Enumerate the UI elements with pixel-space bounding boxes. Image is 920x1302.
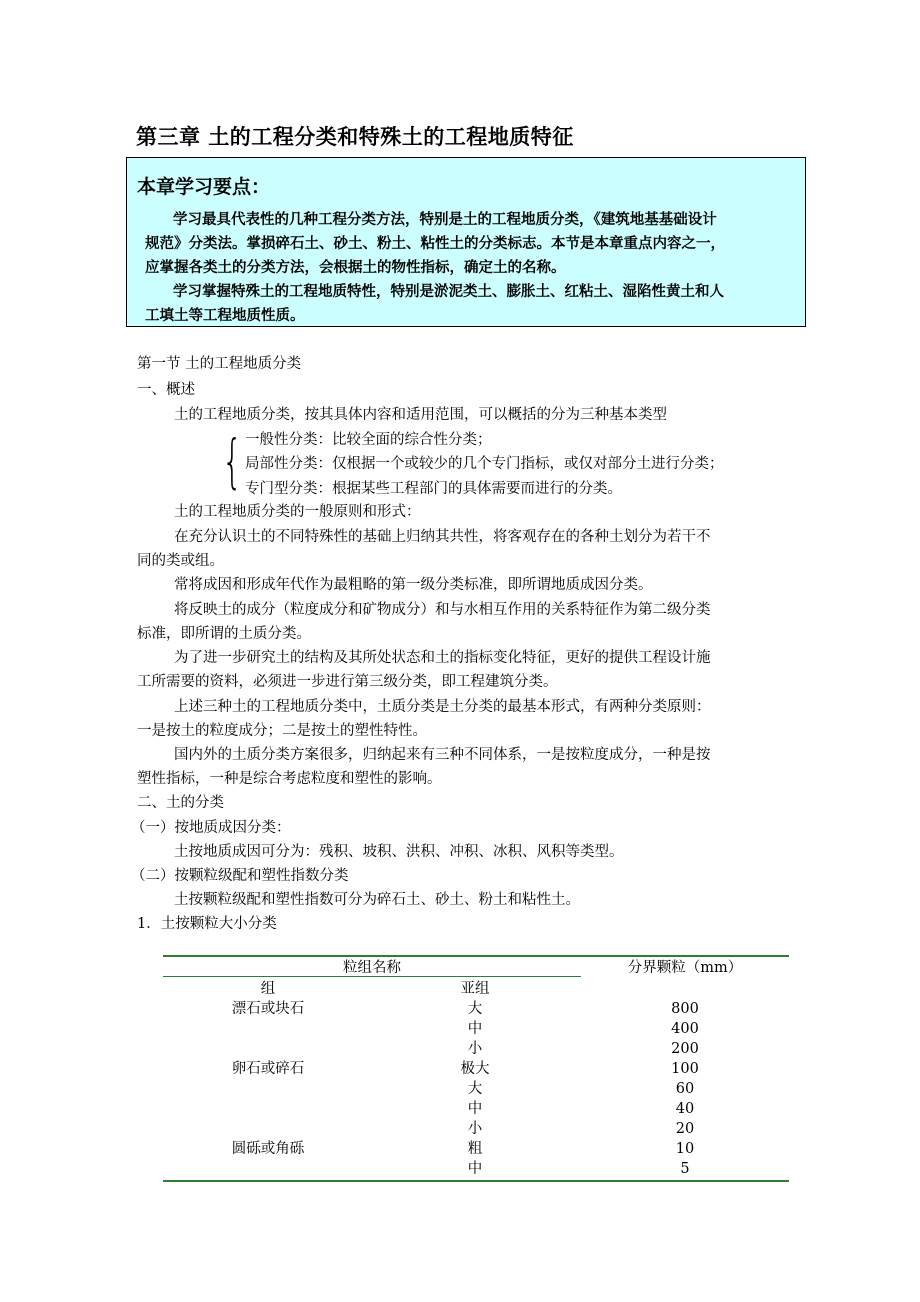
table-cell-sub: 极大 bbox=[460, 1061, 490, 1077]
key-point-line: 学习最具代表性的几种工程分类方法，特别是土的工程地质分类，《建筑地基基础设计 bbox=[173, 212, 717, 228]
key-point-line: 学习掌握特殊土的工程地质特性，特别是淤泥类土、膨胀土、红粘土、湿陷性黄土和人 bbox=[173, 284, 724, 300]
table-cell-size: 200 bbox=[671, 1041, 699, 1057]
key-points-heading: 本章学习要点： bbox=[137, 176, 271, 198]
table-cell-sub: 中 bbox=[467, 1161, 483, 1177]
key-point-line: 工填土等工程地质性质。 bbox=[145, 308, 305, 324]
type-item: 局部性分类：仅根据一个或较少的几个专门指标，或仅对部分土进行分类； bbox=[245, 456, 724, 472]
paragraph: 上述三种土的工程地质分类中，土质分类是土分类的最基本形式，有两种分类原则： bbox=[174, 699, 711, 715]
table-cell-sub: 小 bbox=[467, 1121, 483, 1137]
table-cell-group: 卵石或碎石 bbox=[231, 1061, 305, 1077]
brace-icon: { bbox=[222, 427, 243, 495]
paragraph: 常将成因和形成年代作为最粗略的第一级分类标准，即所谓地质成因分类。 bbox=[174, 577, 653, 593]
sub-heading: （一）按地质成因分类： bbox=[131, 820, 291, 836]
paragraph: 在充分认识土的不同特殊性的基础上归纳其共性，将客观存在的各种土划分为若干不 bbox=[174, 529, 711, 545]
paragraph: 土按地质成因可分为：残积、坡积、洪积、冲积、冰积、风积等类型。 bbox=[174, 844, 624, 860]
key-point-line: 规范》分类法。掌损碎石土、砂土、粉土、粘性土的分类标志。本节是本章重点内容之一， bbox=[145, 236, 725, 252]
subsection-heading: 二、土的分类 bbox=[137, 795, 224, 811]
paragraph: 同的类或组。 bbox=[137, 553, 224, 569]
table-cell-sub: 大 bbox=[467, 1081, 483, 1097]
table-header-size: 分界颗粒（mm） bbox=[627, 960, 743, 976]
table-cell-size: 10 bbox=[675, 1141, 695, 1157]
type-item: 一般性分类：比较全面的综合性分类； bbox=[245, 432, 492, 448]
paragraph: 一是按土的粒度成分；二是按土的塑性特性。 bbox=[137, 723, 427, 739]
table-cell-size: 800 bbox=[671, 1001, 699, 1017]
table-cell-size: 40 bbox=[675, 1101, 695, 1117]
paragraph: 土按颗粒级配和塑性指数可分为碎石土、砂土、粉土和粘性土。 bbox=[174, 892, 580, 908]
table-cell-sub: 中 bbox=[467, 1101, 483, 1117]
paragraph: 工所需要的资料，必须进一步进行第三级分类，即工程建筑分类。 bbox=[137, 674, 558, 690]
paragraph: 将反映土的成分（粒度成分和矿物成分）和与水相互作用的关系特征作为第二级分类 bbox=[174, 602, 711, 618]
sub-heading: （二）按颗粒级配和塑性指数分类 bbox=[131, 868, 349, 884]
paragraph: 国内外的土质分类方案很多，归纳起来有三种不同体系，一是按粒度成分，一种是按 bbox=[174, 747, 711, 763]
table-cell-size: 20 bbox=[675, 1121, 695, 1137]
chapter-title: 第三章 土的工程分类和特殊土的工程地质特征 bbox=[136, 125, 574, 149]
table-cell-sub: 粗 bbox=[467, 1141, 483, 1157]
table-cell-size: 100 bbox=[671, 1061, 699, 1077]
paragraph: 标准，即所谓的土质分类。 bbox=[137, 626, 311, 642]
section-heading: 第一节 土的工程地质分类 bbox=[137, 356, 302, 372]
key-point-line: 应掌握各类土的分类方法，会根据土的物性指标，确定土的名称。 bbox=[145, 260, 566, 276]
table-col-group: 组 bbox=[260, 981, 276, 997]
table-top-rule bbox=[163, 955, 789, 957]
table-cell-sub: 大 bbox=[467, 1001, 483, 1017]
key-points-box bbox=[126, 157, 806, 327]
paragraph: 土的工程地质分类的一般原则和形式： bbox=[174, 504, 421, 520]
table-cell-size: 5 bbox=[680, 1161, 690, 1177]
paragraph: 为了进一步研究土的结构及其所处状态和土的指标变化特征，更好的提供工程设计施 bbox=[174, 650, 711, 666]
table-cell-group: 漂石或块石 bbox=[231, 1001, 305, 1017]
subsection-heading: 一、概述 bbox=[137, 382, 195, 398]
table-cell-sub: 中 bbox=[467, 1021, 483, 1037]
table-cell-sub: 小 bbox=[467, 1041, 483, 1057]
paragraph: 土的工程地质分类，按其具体内容和适用范围，可以概括的分为三种基本类型 bbox=[174, 407, 667, 423]
table-cell-group: 圆砾或角砾 bbox=[231, 1141, 305, 1157]
table-bottom-rule bbox=[163, 1180, 789, 1182]
table-cell-size: 400 bbox=[671, 1021, 699, 1037]
list-item: 1．土按颗粒大小分类 bbox=[137, 916, 277, 932]
table-col-subgroup: 亚组 bbox=[460, 981, 490, 997]
table-cell-size: 60 bbox=[675, 1081, 695, 1097]
table-header-group: 粒组名称 bbox=[343, 960, 401, 976]
type-item: 专门型分类：根据某些工程部门的具体需要而进行的分类。 bbox=[245, 481, 622, 497]
paragraph: 塑性指标，一种是综合考虑粒度和塑性的影响。 bbox=[137, 771, 442, 787]
